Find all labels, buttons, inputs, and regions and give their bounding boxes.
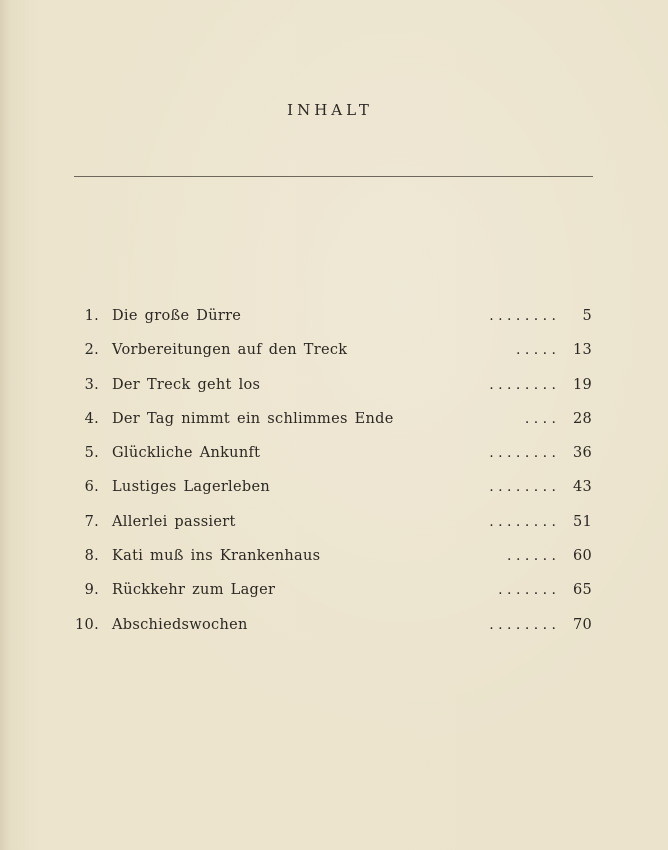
page-number: 70 xyxy=(572,616,592,633)
dot-leader: . . . . . . . . xyxy=(489,376,556,393)
page-number: 36 xyxy=(572,445,592,462)
toc-entry xyxy=(0,338,668,372)
page-number: 51 xyxy=(572,513,592,530)
chapter-number: 4. xyxy=(84,410,99,427)
chapter-number: 1. xyxy=(84,308,99,324)
toc-entry xyxy=(0,475,668,509)
chapter-title: Die große Dürre xyxy=(112,308,242,324)
page-number: 5 xyxy=(582,308,592,324)
chapter-number: 9. xyxy=(84,582,99,599)
chapter-number: 5. xyxy=(84,445,99,462)
chapter-title: Kati muß ins Krankenhaus xyxy=(112,548,321,565)
dot-leader: . . . . . . xyxy=(507,548,556,565)
chapter-number: 10. xyxy=(75,616,99,633)
page-number: 19 xyxy=(572,376,592,393)
table-of-contents xyxy=(0,304,668,647)
chapter-title: Rückkehr zum Lager xyxy=(112,582,276,599)
dot-leader: . . . . . . . . xyxy=(489,513,556,530)
toc-entry xyxy=(0,304,668,338)
dot-leader: . . . . . . . . xyxy=(489,445,556,462)
chapter-title: Vorbereitungen auf den Treck xyxy=(112,342,348,359)
page-number: 65 xyxy=(572,582,592,599)
dot-leader: . . . . . . . . xyxy=(489,616,556,633)
chapter-number: 7. xyxy=(84,513,99,530)
toc-entry xyxy=(0,578,668,612)
toc-entry xyxy=(0,407,668,441)
toc-entry xyxy=(0,373,668,407)
chapter-title: Abschiedswochen xyxy=(112,616,248,633)
chapter-number: 8. xyxy=(84,548,99,565)
heading-text: INHALT xyxy=(287,101,373,119)
toc-entry xyxy=(0,613,668,647)
dot-leader: . . . . . . . . xyxy=(489,479,556,496)
toc-entry xyxy=(0,441,668,475)
dot-leader: . . . . . xyxy=(515,342,556,359)
page-heading xyxy=(0,101,668,119)
chapter-title: Glückliche Ankunft xyxy=(112,445,261,462)
page-number: 43 xyxy=(572,479,592,496)
page-number: 28 xyxy=(572,410,592,427)
chapter-number: 6. xyxy=(84,479,99,496)
toc-entry xyxy=(0,510,668,544)
dot-leader: . . . . xyxy=(524,410,556,427)
chapter-number: 3. xyxy=(84,376,99,393)
dot-leader: . . . . . . . xyxy=(498,582,556,599)
chapter-title: Lustiges Lagerleben xyxy=(112,479,270,496)
chapter-title: Der Tag nimmt ein schlimmes Ende xyxy=(112,410,394,427)
divider-rule xyxy=(74,176,593,177)
chapter-title: Allerlei passiert xyxy=(112,513,236,530)
toc-entry xyxy=(0,544,668,578)
page-number: 60 xyxy=(572,548,592,565)
page-number: 13 xyxy=(572,342,592,359)
chapter-number: 2. xyxy=(84,342,99,359)
dot-leader: . . . . . . . . xyxy=(489,308,556,324)
chapter-title: Der Treck geht los xyxy=(112,376,261,393)
